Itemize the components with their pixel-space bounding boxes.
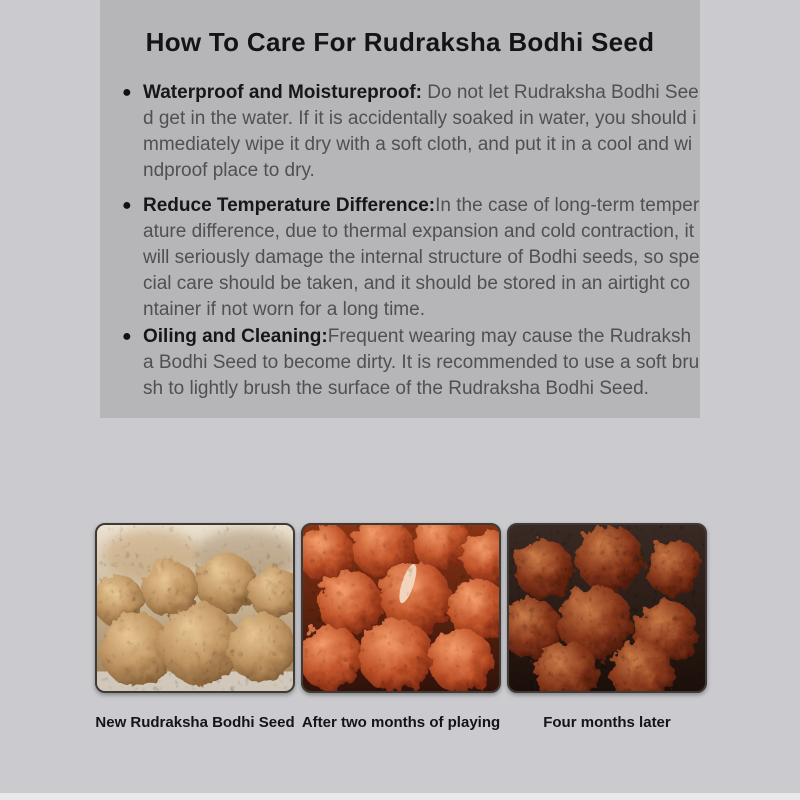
new-seed-photo-illustration [97,525,293,691]
seed-stage-captions [95,712,707,734]
two-months-seed-photo-illustration [303,525,499,691]
caption-new-seed: New Rudraksha Bodhi Seed [95,714,295,731]
care-item-lead: Oiling and Cleaning: [143,326,328,347]
care-item-temperature [122,193,700,323]
care-item-body: Do not let Rudraksha Bodhi Seed get in the water. If it is accidentally soaked in water, you should immediately wipe it dry with a soft cloth, and put it in a cool and windproof place to dry. [143,82,699,181]
bullet-icon: ● [122,328,132,345]
photo-two-months-seed [301,523,501,693]
care-instructions-list [122,80,700,402]
caption-two-months: After two months of playing [301,714,501,731]
four-months-seed-photo-illustration [509,525,705,691]
next-section-edge [0,793,800,800]
care-item-oiling [122,324,700,402]
photo-four-months-seed [507,523,707,693]
caption-four-months: Four months later [543,714,671,731]
bullet-icon: ● [122,84,132,101]
page-title: How To Care For Rudraksha Bodhi Seed [145,27,655,57]
care-item-lead: Reduce Temperature Difference: [143,195,436,216]
care-item-waterproof [122,80,700,184]
care-item-body: Frequent wearing may cause the Rudraksha Bodhi Seed to become dirty. It is recommended to use a soft brush to lightly brush the surface of the Rudraksha Bodhi Seed. [143,326,700,399]
care-panel [100,0,700,418]
photo-new-seed [95,523,295,693]
care-item-body: In the case of long-term temperature difference, due to thermal expansion and cold contraction, it will seriously damage the internal structure of Bodhi seeds, so special care should be taken, and it should be stored in an airtight container if not worn for a long time. [143,195,700,320]
bullet-icon: ● [122,197,132,214]
care-item-lead: Waterproof and Moistureproof: [143,82,422,103]
seed-stage-photos [95,523,707,693]
